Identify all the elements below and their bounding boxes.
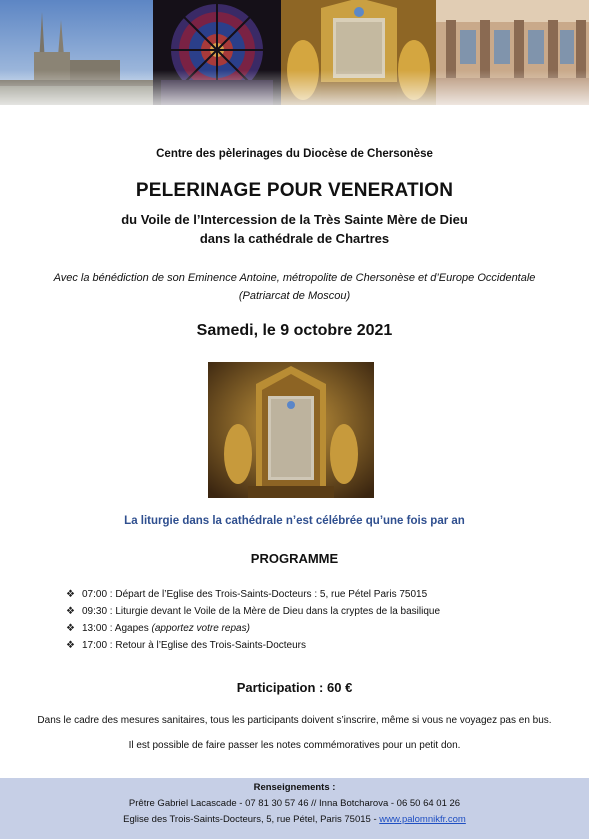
blessing-line-1: Avec la bénédiction de son Eminence Antoine, métropolite de Chersonèse et d’Europe Occidentale: [53, 272, 536, 284]
sanitary-note: Dans le cadre des mesures sanitaires, tous les participants doivent s’inscrire, même si vous ne voyagez pas en bus.: [37, 715, 552, 726]
programme-item: [66, 620, 440, 637]
programme-item-text: 13:00 : Agapes: [82, 623, 152, 634]
header-photo-banner: [0, 0, 589, 140]
footer-contacts: Prêtre Gabriel Lacascade - 07 81 30 57 46 // Inna Botcharova - 06 50 64 01 26: [128, 798, 461, 809]
veil-reliquary-photo: [208, 362, 374, 498]
participation-price: Participation : 60 €: [236, 680, 353, 695]
diamond-bullet-icon: ❖: [66, 623, 75, 634]
programme-item-text: 09:30 : Liturgie devant le Voile de la Mère de Dieu dans la cryptes de la basilique: [82, 606, 441, 617]
programme-item: [66, 586, 440, 603]
footer-address: Eglise des Trois-Saints-Docteurs, 5, rue Pétel, Paris 75015 -: [123, 814, 380, 825]
programme-item: [66, 603, 440, 620]
programme-item-note: (apportez votre repas): [151, 623, 250, 634]
event-date: Samedi, le 9 octobre 2021: [196, 322, 393, 339]
website-link[interactable]: www.palomnikfr.com: [379, 814, 466, 825]
subtitle-line-2: dans la cathédrale de Chartres: [199, 231, 390, 246]
organizer-line: Centre des pèlerinages du Diocèse de Chersonèse: [156, 148, 433, 160]
footer-heading: Renseignements :: [253, 782, 336, 793]
liturgy-note: La liturgie dans la cathédrale n’est célébrée qu’une fois par an: [124, 515, 465, 527]
diamond-bullet-icon: ❖: [66, 606, 75, 617]
programme-item-text: 17:00 : Retour à l’Eglise des Trois-Saints-Docteurs: [82, 640, 306, 651]
blessing-line-2: (Patriarcat de Moscou): [238, 290, 351, 302]
contact-footer: [0, 778, 589, 839]
commemorative-note: Il est possible de faire passer les notes commémoratives pour un petit don.: [128, 740, 461, 751]
programme-item: [66, 637, 440, 654]
diamond-bullet-icon: ❖: [66, 640, 75, 651]
diamond-bullet-icon: ❖: [66, 589, 75, 600]
programme-list: [66, 586, 440, 654]
programme-item-text: 07:00 : Départ de l’Eglise des Trois-Saints-Docteurs : 5, rue Pétel Paris 75015: [82, 589, 428, 600]
footer-address-line: [0, 814, 589, 825]
programme-heading: PROGRAMME: [250, 551, 339, 566]
page-title: PELERINAGE POUR VENERATION: [135, 180, 454, 201]
subtitle-line-1: du Voile de l’Intercession de la Très Sainte Mère de Dieu: [121, 212, 468, 227]
